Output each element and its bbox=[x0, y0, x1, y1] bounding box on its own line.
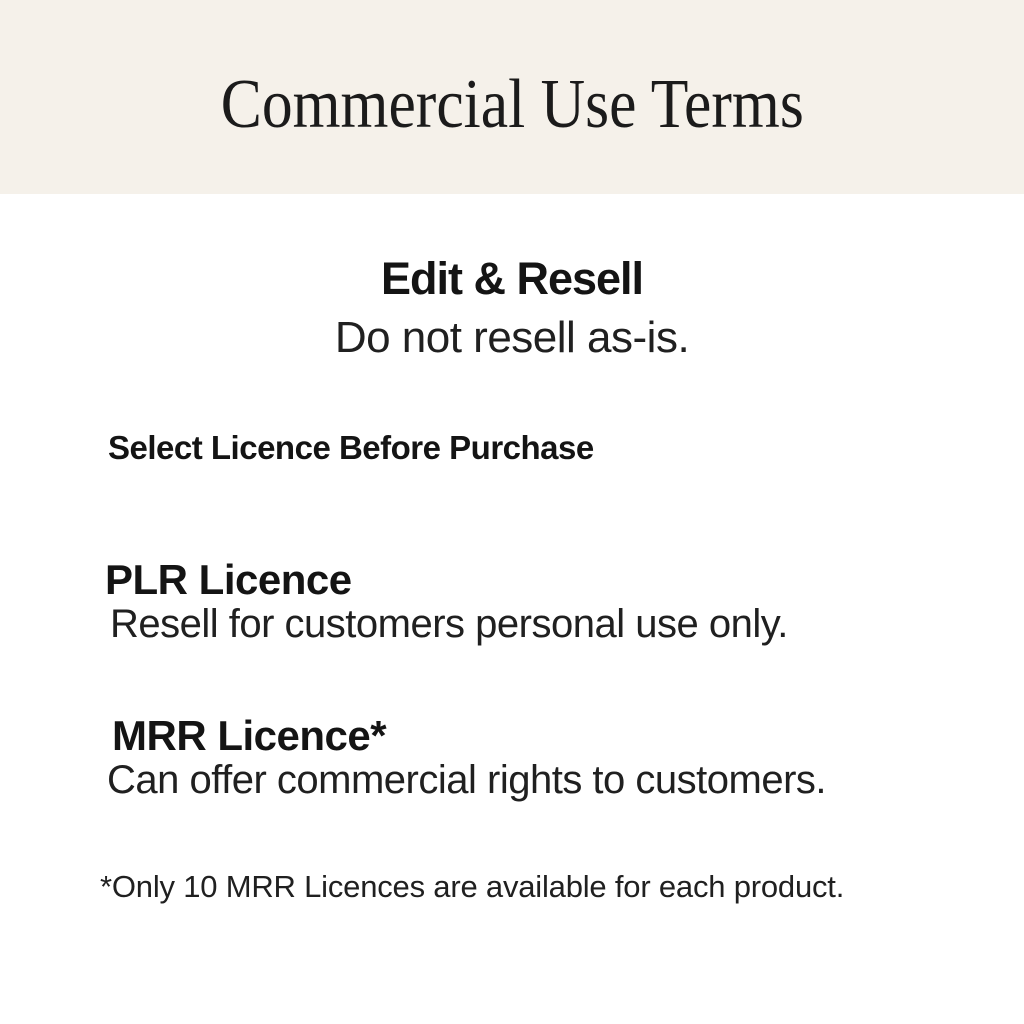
main-heading: Edit & Resell bbox=[380, 253, 644, 304]
page-title: Commercial Use Terms bbox=[220, 66, 804, 143]
header-band bbox=[0, 0, 1024, 194]
licence-plr-name: PLR Licence bbox=[105, 556, 352, 603]
licence-mrr-description: Can offer commercial rights to customers. bbox=[107, 758, 827, 802]
main-subheading: Do not resell as-is. bbox=[334, 313, 690, 362]
footnote-text: *Only 10 MRR Licences are available for each product. bbox=[100, 869, 845, 904]
instruction-heading: Select Licence Before Purchase bbox=[108, 429, 594, 466]
licence-plr-description: Resell for customers personal use only. bbox=[110, 602, 788, 646]
licence-mrr-name: MRR Licence* bbox=[112, 712, 387, 759]
